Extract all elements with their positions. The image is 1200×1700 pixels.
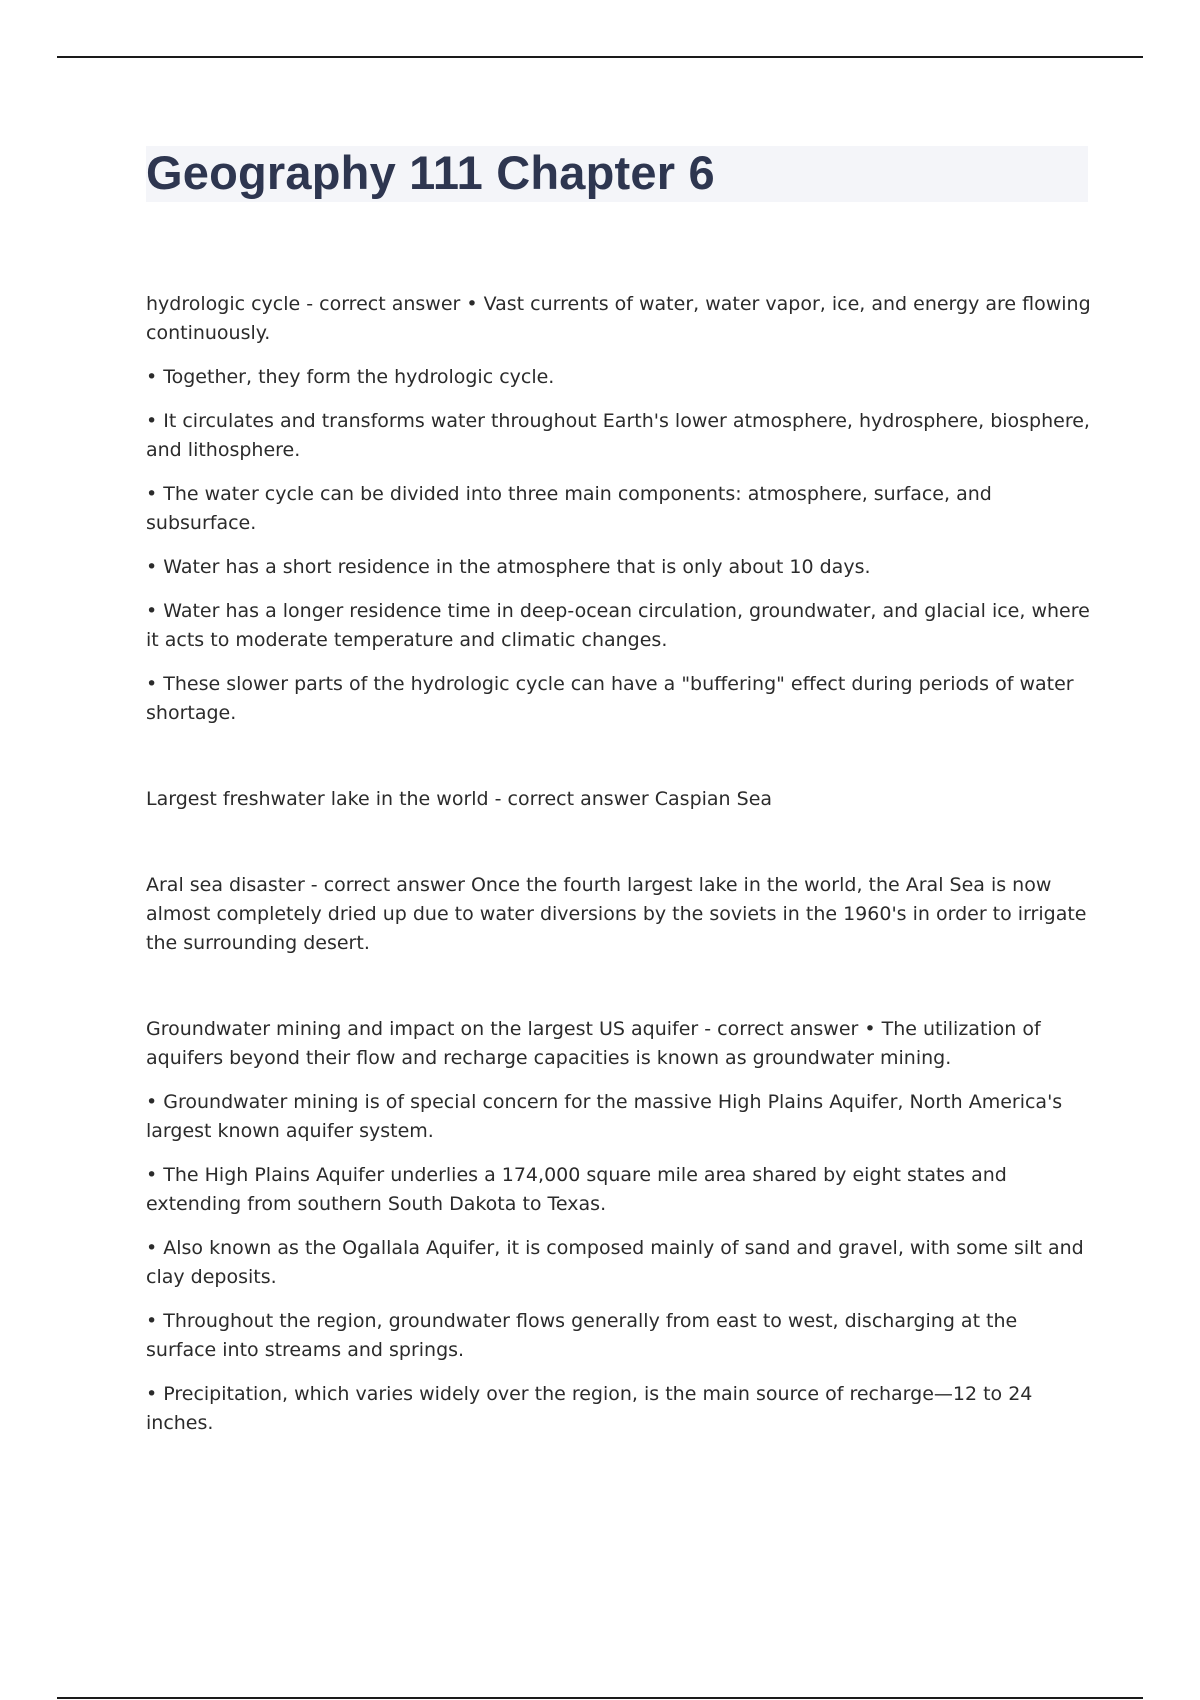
entry-largest-freshwater-lake xyxy=(146,785,1091,814)
entry-aral-sea-disaster xyxy=(146,871,1091,958)
bottom-divider xyxy=(57,1697,1143,1699)
page-title: Geography 111 Chapter 6 xyxy=(146,146,715,199)
entry-groundwater-mining xyxy=(146,1015,1091,1438)
entry-paragraph: • Groundwater mining is of special concern for the massive High Plains Aquifer, North America's largest known aquifer system. xyxy=(146,1091,1063,1142)
entry-paragraph: Groundwater mining and impact on the largest US aquifer - correct answer • The utilization of aquifers beyond their flow and recharge capacities is known as groundwater mining. xyxy=(146,1018,1041,1069)
entry-paragraph: Largest freshwater lake in the world - correct answer Caspian Sea xyxy=(146,788,773,810)
entry-paragraph: • Water has a longer residence time in deep-ocean circulation, groundwater, and glacial ice, where it acts to moderate temperature and climatic changes. xyxy=(146,600,1090,651)
entry-paragraph: Aral sea disaster - correct answer Once the fourth largest lake in the world, the Aral Sea is now almost completely dried up due to water diversions by the soviets in the 1960's in order to irrigate the surrounding desert. xyxy=(146,874,1087,954)
entry-paragraph: • It circulates and transforms water throughout Earth's lower atmosphere, hydrosphere, biosphere, and lithosphere. xyxy=(146,410,1090,461)
entry-paragraph: • Together, they form the hydrologic cycle. xyxy=(146,366,555,388)
entry-paragraph: • Also known as the Ogallala Aquifer, it is composed mainly of sand and gravel, with some silt and clay deposits. xyxy=(146,1237,1084,1288)
entry-paragraph: • Throughout the region, groundwater flows generally from east to west, discharging at the surface into streams and springs. xyxy=(146,1310,1018,1361)
entry-hydrologic-cycle xyxy=(146,290,1091,728)
entry-paragraph: • Water has a short residence in the atmosphere that is only about 10 days. xyxy=(146,556,871,578)
entry-paragraph: • The water cycle can be divided into three main components: atmosphere, surface, and subsurface. xyxy=(146,483,992,534)
entry-paragraph: • These slower parts of the hydrologic cycle can have a "buffering" effect during periods of water shortage. xyxy=(146,673,1074,724)
document-body xyxy=(146,290,1091,1438)
entry-paragraph: • Precipitation, which varies widely over the region, is the main source of recharge—12 to 24 inches. xyxy=(146,1383,1033,1434)
entry-paragraph: • The High Plains Aquifer underlies a 174,000 square mile area shared by eight states and extending from southern South Dakota to Texas. xyxy=(146,1164,1007,1215)
top-divider xyxy=(57,56,1143,58)
entry-paragraph: hydrologic cycle - correct answer • Vast currents of water, water vapor, ice, and energy are flowing continuously. xyxy=(146,293,1091,344)
